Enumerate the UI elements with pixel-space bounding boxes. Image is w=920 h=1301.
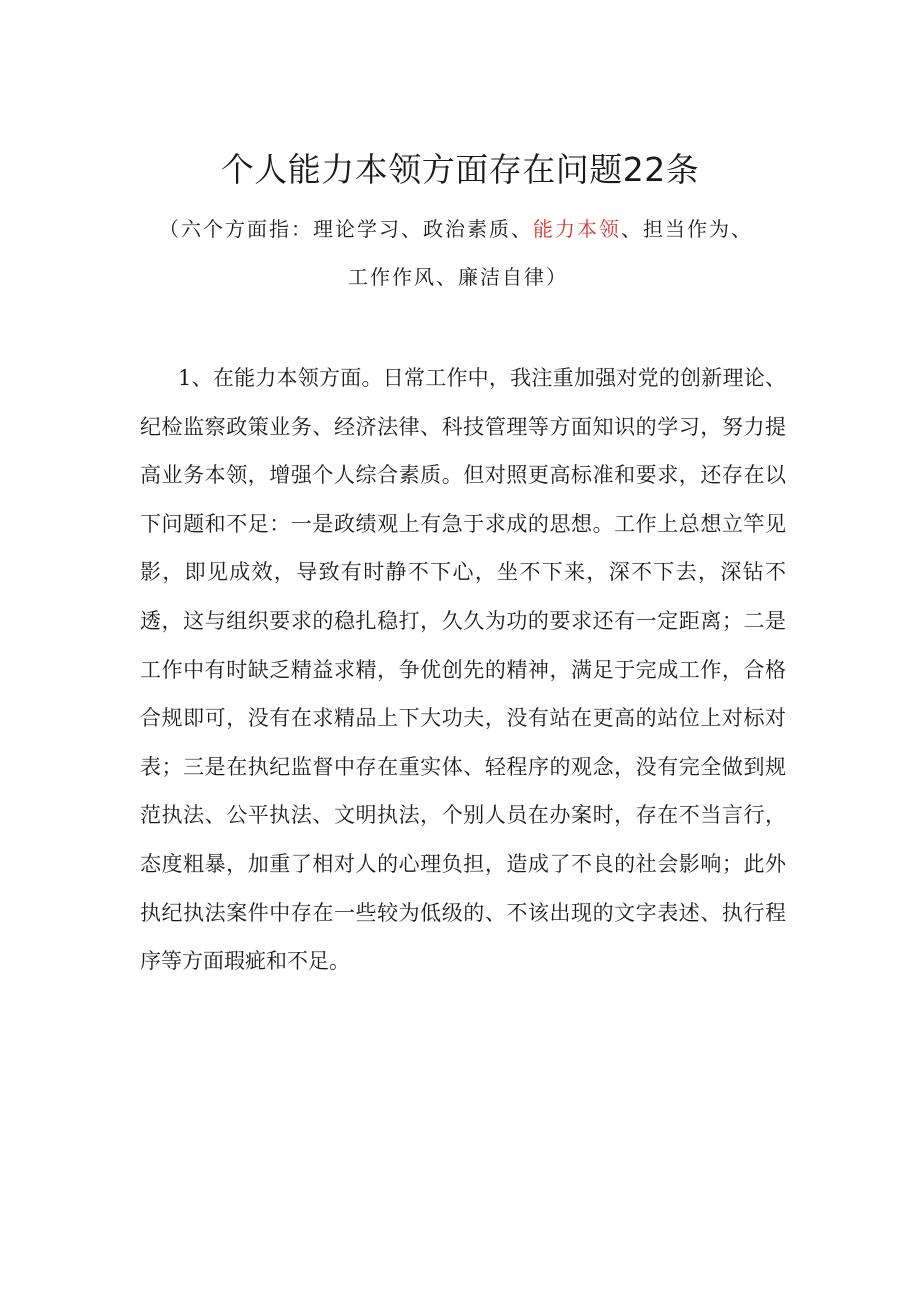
- body-paragraph: 1、在能力本领方面。日常工作中，我注重加强对党的创新理论、纪检监察政策业务、经济法律、科技管理等方面知识的学习，努力提高业务本领，增强个人综合素质。但对照更高标准和要求，还存在以下问题和不足：一是政绩观上有急于求成的思想。工作上总想立竿见影，即见成效，导致有时静不下心，坐不下来，深不下去，深钻不透，这与组织要求的稳扎稳打，久久为功的要求还有一定距离；二是工作中有时缺乏精益求精，争优创先的精神，满足于完成工作，合格合规即可，没有在求精品上下大功夫，没有站在更高的站位上对标对表；三是在执纪监督中存在重实体、轻程序的观念，没有完全做到规范执法、公平执法、文明执法，个别人员在办案时，存在不当言行，态度粗暴，加重了相对人的心理负担，造成了不良的社会影响；此外执纪执法案件中存在一些较为低级的、不该出现的文字表述、执行程序等方面瑕疵和不足。: [140, 366, 786, 974]
- document-title: 个人能力本领方面存在问题22条: [220, 150, 700, 189]
- subtitle-text: 、担当作为、: [621, 217, 753, 241]
- subtitle-highlight: 能力本领: [533, 217, 621, 241]
- subtitle-line-1: [0, 214, 916, 244]
- subtitle-text: （六个方面指：理论学习、政治素质、: [159, 217, 533, 241]
- subtitle-line-2: 工作作风、廉洁自律）: [348, 265, 568, 289]
